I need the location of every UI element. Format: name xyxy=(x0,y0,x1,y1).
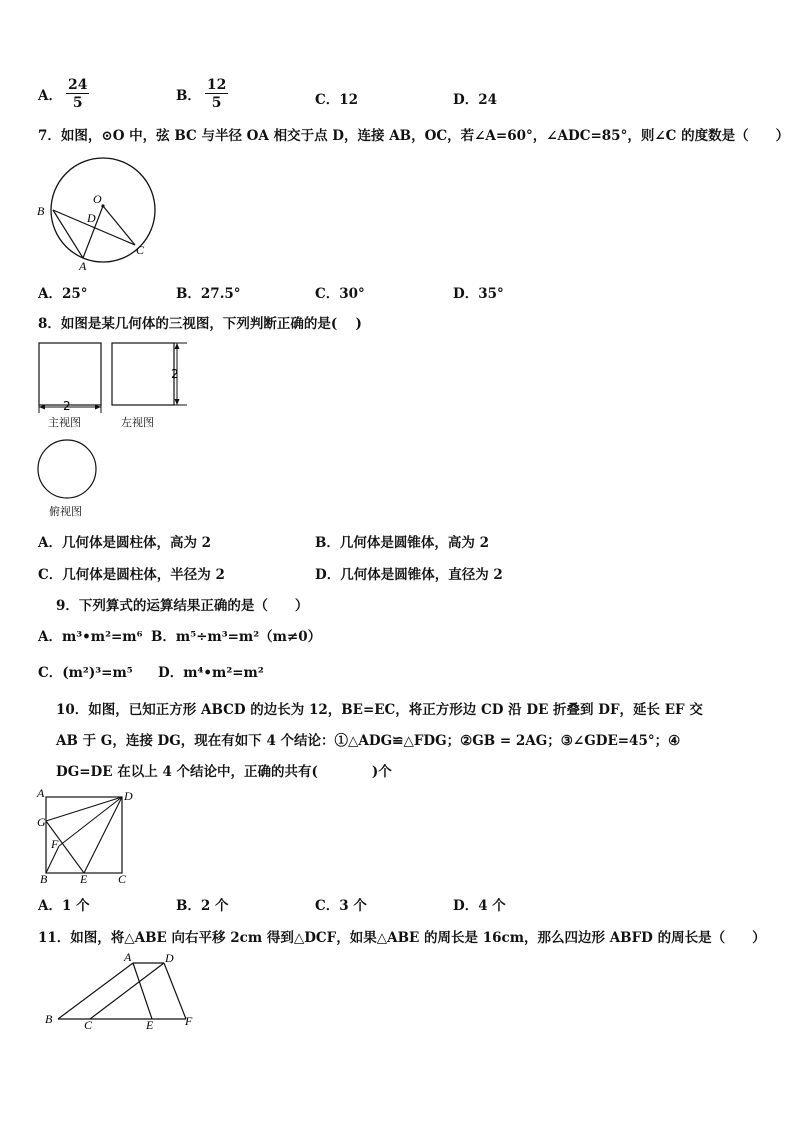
q6-option-b xyxy=(176,78,228,110)
q10-option-c: C．3 个 xyxy=(315,898,367,914)
q6-a-numerator: 24 xyxy=(67,77,88,93)
q6-option-d: D．24 xyxy=(453,92,497,108)
q8-left-square xyxy=(112,343,174,405)
q10-label-b: B xyxy=(40,872,48,886)
q11-segment-dc xyxy=(90,963,164,1019)
q10-stem-line3: DG=DE 在以上 4 个结论中，正确的共有( )个 xyxy=(56,764,392,780)
q7-option-b: B．27.5° xyxy=(176,286,241,302)
q8-top-circle xyxy=(38,440,96,498)
q8-option-d: D．几何体是圆锥体，直径为 2 xyxy=(315,567,503,583)
q8-left-dim-arrow-bottom xyxy=(175,399,180,405)
q8-option-c: C．几何体是圆柱体，半径为 2 xyxy=(38,567,225,583)
q6-option-c: C．12 xyxy=(315,92,359,108)
q11-label-d: D xyxy=(165,951,174,965)
q7-label-b: B xyxy=(37,204,45,218)
q7-center-dot xyxy=(101,204,104,207)
q9-option-a: A．m³•m²=m⁶ xyxy=(38,629,143,645)
q8-top-view xyxy=(37,439,101,503)
q10-label-c: C xyxy=(118,872,127,886)
q8-left-caption: 左视图 xyxy=(121,416,154,429)
q7-option-d: D．35° xyxy=(453,286,504,302)
q8-left-dim-label: 2 xyxy=(171,367,179,381)
q10-segment-de xyxy=(84,797,122,873)
q11-segment-ab xyxy=(58,963,133,1019)
q11-stem: 11．如图，将△ABE 向右平移 2cm 得到△DCF，如果△ABE 的周长是 16cm，那么四边形 ABFD 的周长是（ ） xyxy=(38,930,766,946)
q10-label-g: G xyxy=(37,815,46,829)
q8-stem: 8．如图是某几何体的三视图，下列判断正确的是( ) xyxy=(38,316,362,332)
q9-option-d: D．m⁴•m²=m² xyxy=(158,665,264,681)
q7-stem: 7．如图，⊙O 中，弦 BC 与半径 OA 相交于点 D，连接 AB，OC，若∠A=60°，∠ADC=85°，则∠C 的度数是（ ） xyxy=(38,128,790,144)
q10-label-a: A xyxy=(37,786,45,800)
q8-left-view xyxy=(111,342,191,410)
q7-circle-figure xyxy=(35,150,165,275)
q10-stem-line1: 10．如图，已知正方形 ABCD 的边长为 12，BE=EC，将正方形边 CD 沿 DE 折叠到 DF，延长 EF 交 xyxy=(56,702,703,718)
q10-segment-dg xyxy=(46,797,122,821)
q6-option-a-label: A． xyxy=(38,88,62,104)
q10-square-abcd xyxy=(46,797,122,873)
q10-segment-df xyxy=(59,797,122,846)
q11-segment-ae xyxy=(133,963,152,1019)
q10-stem-line2: AB 于 G，连接 DG，现在有如下 4 个结论：①△ADG≌△FDG；②GB = 2AG；③∠GDE=45°；④ xyxy=(56,733,681,749)
q8-left-dim-arrow-top xyxy=(175,343,180,349)
q8-front-square xyxy=(39,343,101,405)
q6-option-a xyxy=(38,78,89,110)
q8-top-caption: 俯视图 xyxy=(49,505,82,518)
q10-option-d: D．4 个 xyxy=(453,898,506,914)
q6-option-b-label: B． xyxy=(176,88,201,104)
q8-front-view xyxy=(38,342,104,420)
q11-label-b: B xyxy=(45,1012,53,1026)
q11-label-a: A xyxy=(124,950,132,964)
q6-option-a-fraction xyxy=(66,78,89,110)
q11-label-f: F xyxy=(185,1014,193,1028)
q7-label-d: D xyxy=(87,211,96,225)
q6-b-denominator: 5 xyxy=(211,95,222,111)
q10-option-b: B．2 个 xyxy=(176,898,229,914)
q9-stem: 9．下列算式的运算结果正确的是（ ） xyxy=(56,598,309,614)
q7-radius-oc xyxy=(103,206,135,245)
q7-option-c: C．30° xyxy=(315,286,365,302)
q11-translation-figure xyxy=(40,948,210,1033)
q6-a-denominator: 5 xyxy=(72,95,83,111)
q11-label-c: C xyxy=(84,1018,93,1032)
q10-label-e: E xyxy=(80,872,88,886)
q8-option-a: A．几何体是圆柱体，高为 2 xyxy=(38,535,212,551)
q8-front-caption: 主视图 xyxy=(48,416,81,429)
q9-option-c: C．(m²)³=m⁵ xyxy=(38,665,133,681)
q11-segment-df xyxy=(164,963,186,1019)
q7-option-a: A．25° xyxy=(38,286,88,302)
q7-label-a: A xyxy=(79,259,87,273)
q11-label-e: E xyxy=(146,1018,154,1032)
q10-square-figure xyxy=(34,785,144,885)
q10-option-a: A．1 个 xyxy=(38,898,90,914)
q8-option-b: B．几何体是圆锥体，高为 2 xyxy=(315,535,490,551)
q10-label-f: F xyxy=(51,837,59,851)
q6-option-b-fraction xyxy=(205,78,228,110)
q8-front-dim-label: 2 xyxy=(63,399,71,413)
q6-b-numerator: 12 xyxy=(206,77,227,93)
q9-option-b: B．m⁵÷m³=m²（m≠0） xyxy=(151,629,322,645)
q7-label-o: O xyxy=(93,192,102,206)
q10-label-d: D xyxy=(124,789,133,803)
q7-label-c: C xyxy=(136,243,145,257)
